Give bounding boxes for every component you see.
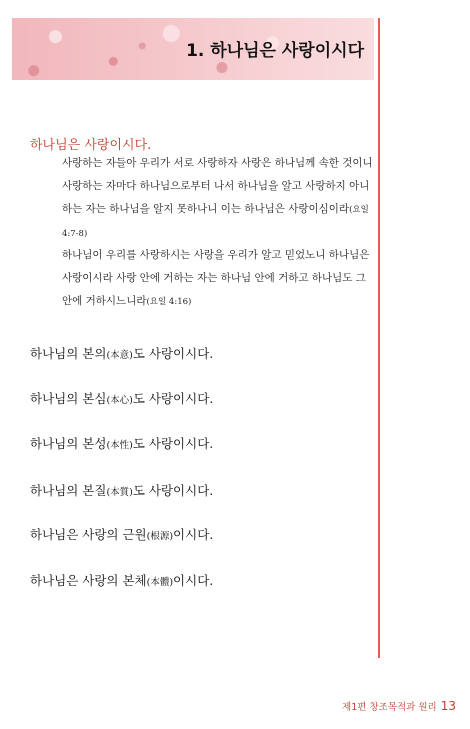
statement-line: [30, 481, 213, 499]
statement-text: 하나님은 사랑의 본체: [30, 573, 147, 588]
statement-text: 하나님은 사랑의 근원: [30, 527, 147, 542]
quote-text: 사랑하는 자들아 우리가 서로 사랑하자 사랑은 하나님께 속한 것이니 사랑하는 자마다 하나님으로부터 나서 하나님을 알고 사랑하지 아니하는 자는 하나님을 알지 못하나니 이는 하나님은 사랑이심이라: [62, 157, 373, 215]
statement-hanja: (本質): [106, 487, 133, 498]
statement-text: 도 사랑이시다.: [132, 436, 214, 451]
statement-hanja: (本體): [146, 577, 174, 588]
statement-text: 하나님의 본질: [30, 483, 107, 498]
footer-label: 제1편 창조목적과 원리: [342, 702, 437, 713]
statement-hanja: (本性): [106, 440, 133, 451]
page-footer: [342, 695, 456, 714]
statement-text: 하나님의 본심: [30, 391, 107, 406]
vertical-divider: [378, 18, 380, 658]
statement-line: [30, 571, 213, 589]
statement-hanja: (本心): [106, 395, 133, 406]
statement-line: [30, 389, 213, 407]
statement-text: 도 사랑이시다.: [132, 346, 214, 361]
chapter-title: 1. 하나님은 사랑이시다: [186, 41, 364, 61]
statement-hanja: (本意): [106, 350, 133, 361]
statement-text: 하나님의 본성: [30, 436, 107, 451]
quote-text: 하나님이 우리를 사랑하시는 사랑을 우리가 알고 믿었노니 하나님은 사랑이시라 사랑 안에 거하는 자는 하나님 안에 거하고 하나님도 그 안에 거하시느니라: [62, 249, 370, 307]
chapter-title-banner: [12, 18, 374, 80]
section-heading: 하나님은 사랑이시다.: [30, 138, 152, 153]
statement-text: 이시다.: [173, 573, 214, 588]
statement-text: 도 사랑이시다.: [132, 391, 214, 406]
scripture-quote: [62, 244, 374, 314]
page-number: 13: [440, 699, 456, 713]
quote-citation: (요일 4:16): [146, 297, 192, 307]
statement-text: 도 사랑이시다.: [132, 483, 214, 498]
statement-text: 하나님의 본의: [30, 346, 107, 361]
statement-text: 이시다.: [173, 527, 214, 542]
statement-line: [30, 525, 213, 543]
statement-line: [30, 434, 213, 452]
statement-line: [30, 344, 213, 362]
quote-citation: (요일 4:7-8): [62, 205, 369, 239]
statement-hanja: (根源): [146, 531, 174, 542]
scripture-quote: [62, 152, 374, 246]
